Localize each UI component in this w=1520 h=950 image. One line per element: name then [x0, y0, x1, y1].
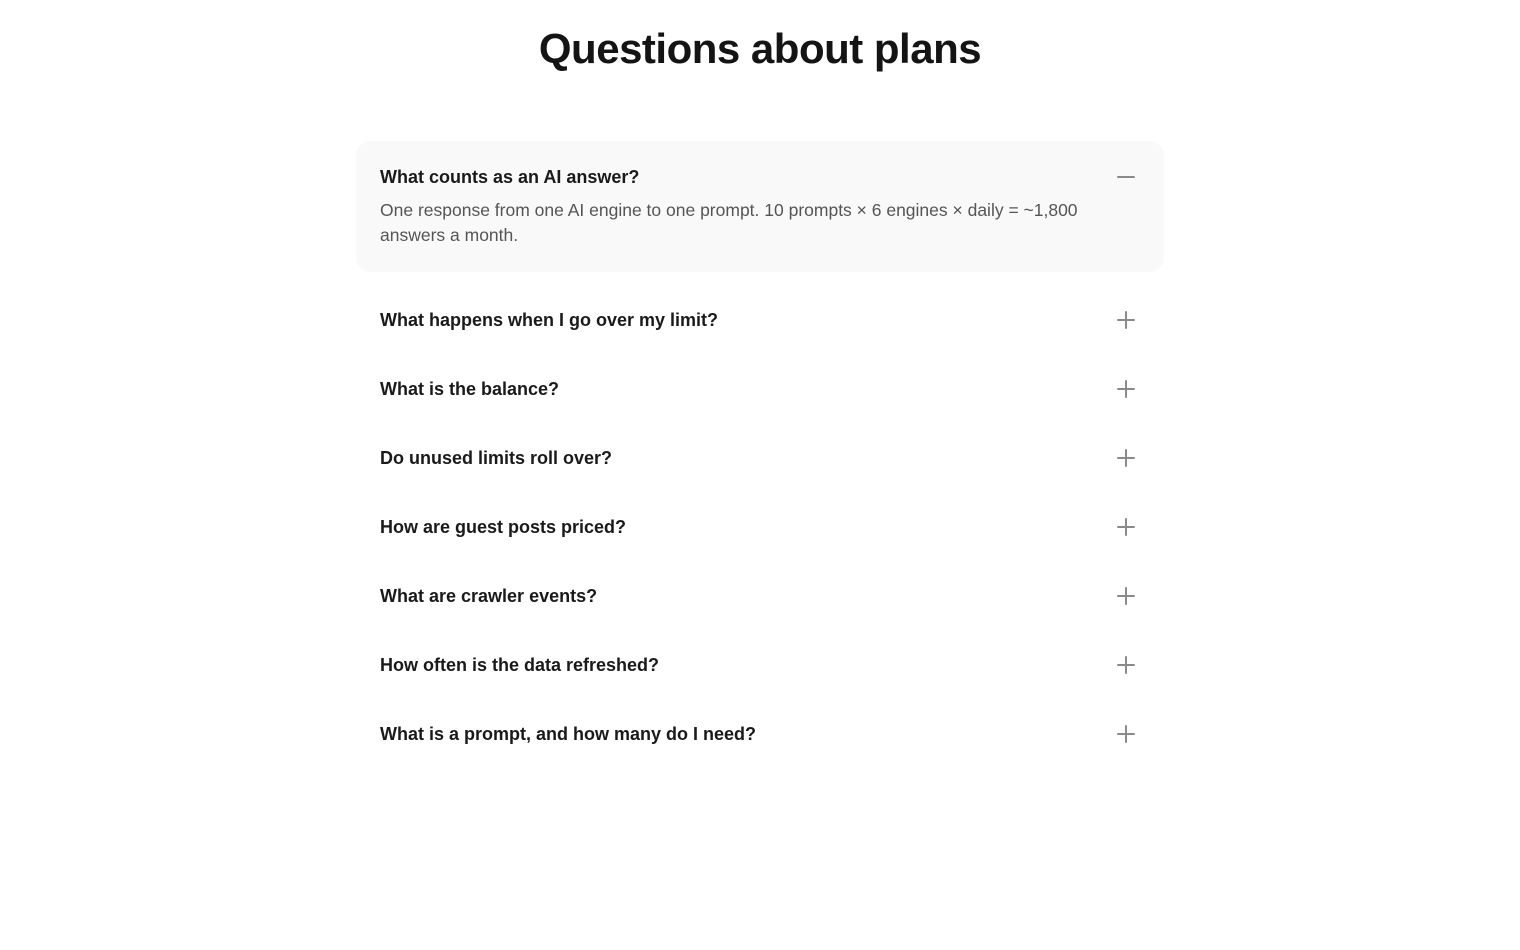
plus-icon[interactable] [1115, 516, 1137, 538]
plus-icon[interactable] [1115, 309, 1137, 331]
plus-icon[interactable] [1115, 447, 1137, 469]
faq-question: What counts as an AI answer? [380, 167, 640, 187]
faq-question: What is a prompt, and how many do I need? [380, 723, 757, 744]
faq-item [356, 687, 1164, 780]
plus-icon[interactable] [1115, 378, 1137, 400]
faq-toggle-button[interactable] [380, 687, 1140, 780]
plus-icon[interactable] [1115, 585, 1137, 607]
faq-question: What is the balance? [380, 378, 560, 399]
faq-question: How are guest posts priced? [380, 516, 627, 537]
faq-question: How often is the data refreshed? [380, 654, 660, 675]
faq-question: What are crawler events? [380, 585, 598, 606]
faq-question: Do unused limits roll over? [380, 447, 613, 468]
plus-icon[interactable] [1115, 654, 1137, 676]
plus-icon[interactable] [1115, 723, 1137, 745]
minus-icon[interactable] [1115, 166, 1137, 188]
faq-question: What happens when I go over my limit? [380, 309, 719, 330]
page-title: Questions about plans [538, 25, 982, 72]
faq-item [356, 141, 1164, 272]
faq-toggle-button[interactable] [380, 141, 1140, 190]
faq-answer: One response from one AI engine to one prompt. 10 prompts × 6 engines × daily = ~1,800 answers a month. [380, 200, 1078, 245]
faq-list [356, 141, 1164, 780]
